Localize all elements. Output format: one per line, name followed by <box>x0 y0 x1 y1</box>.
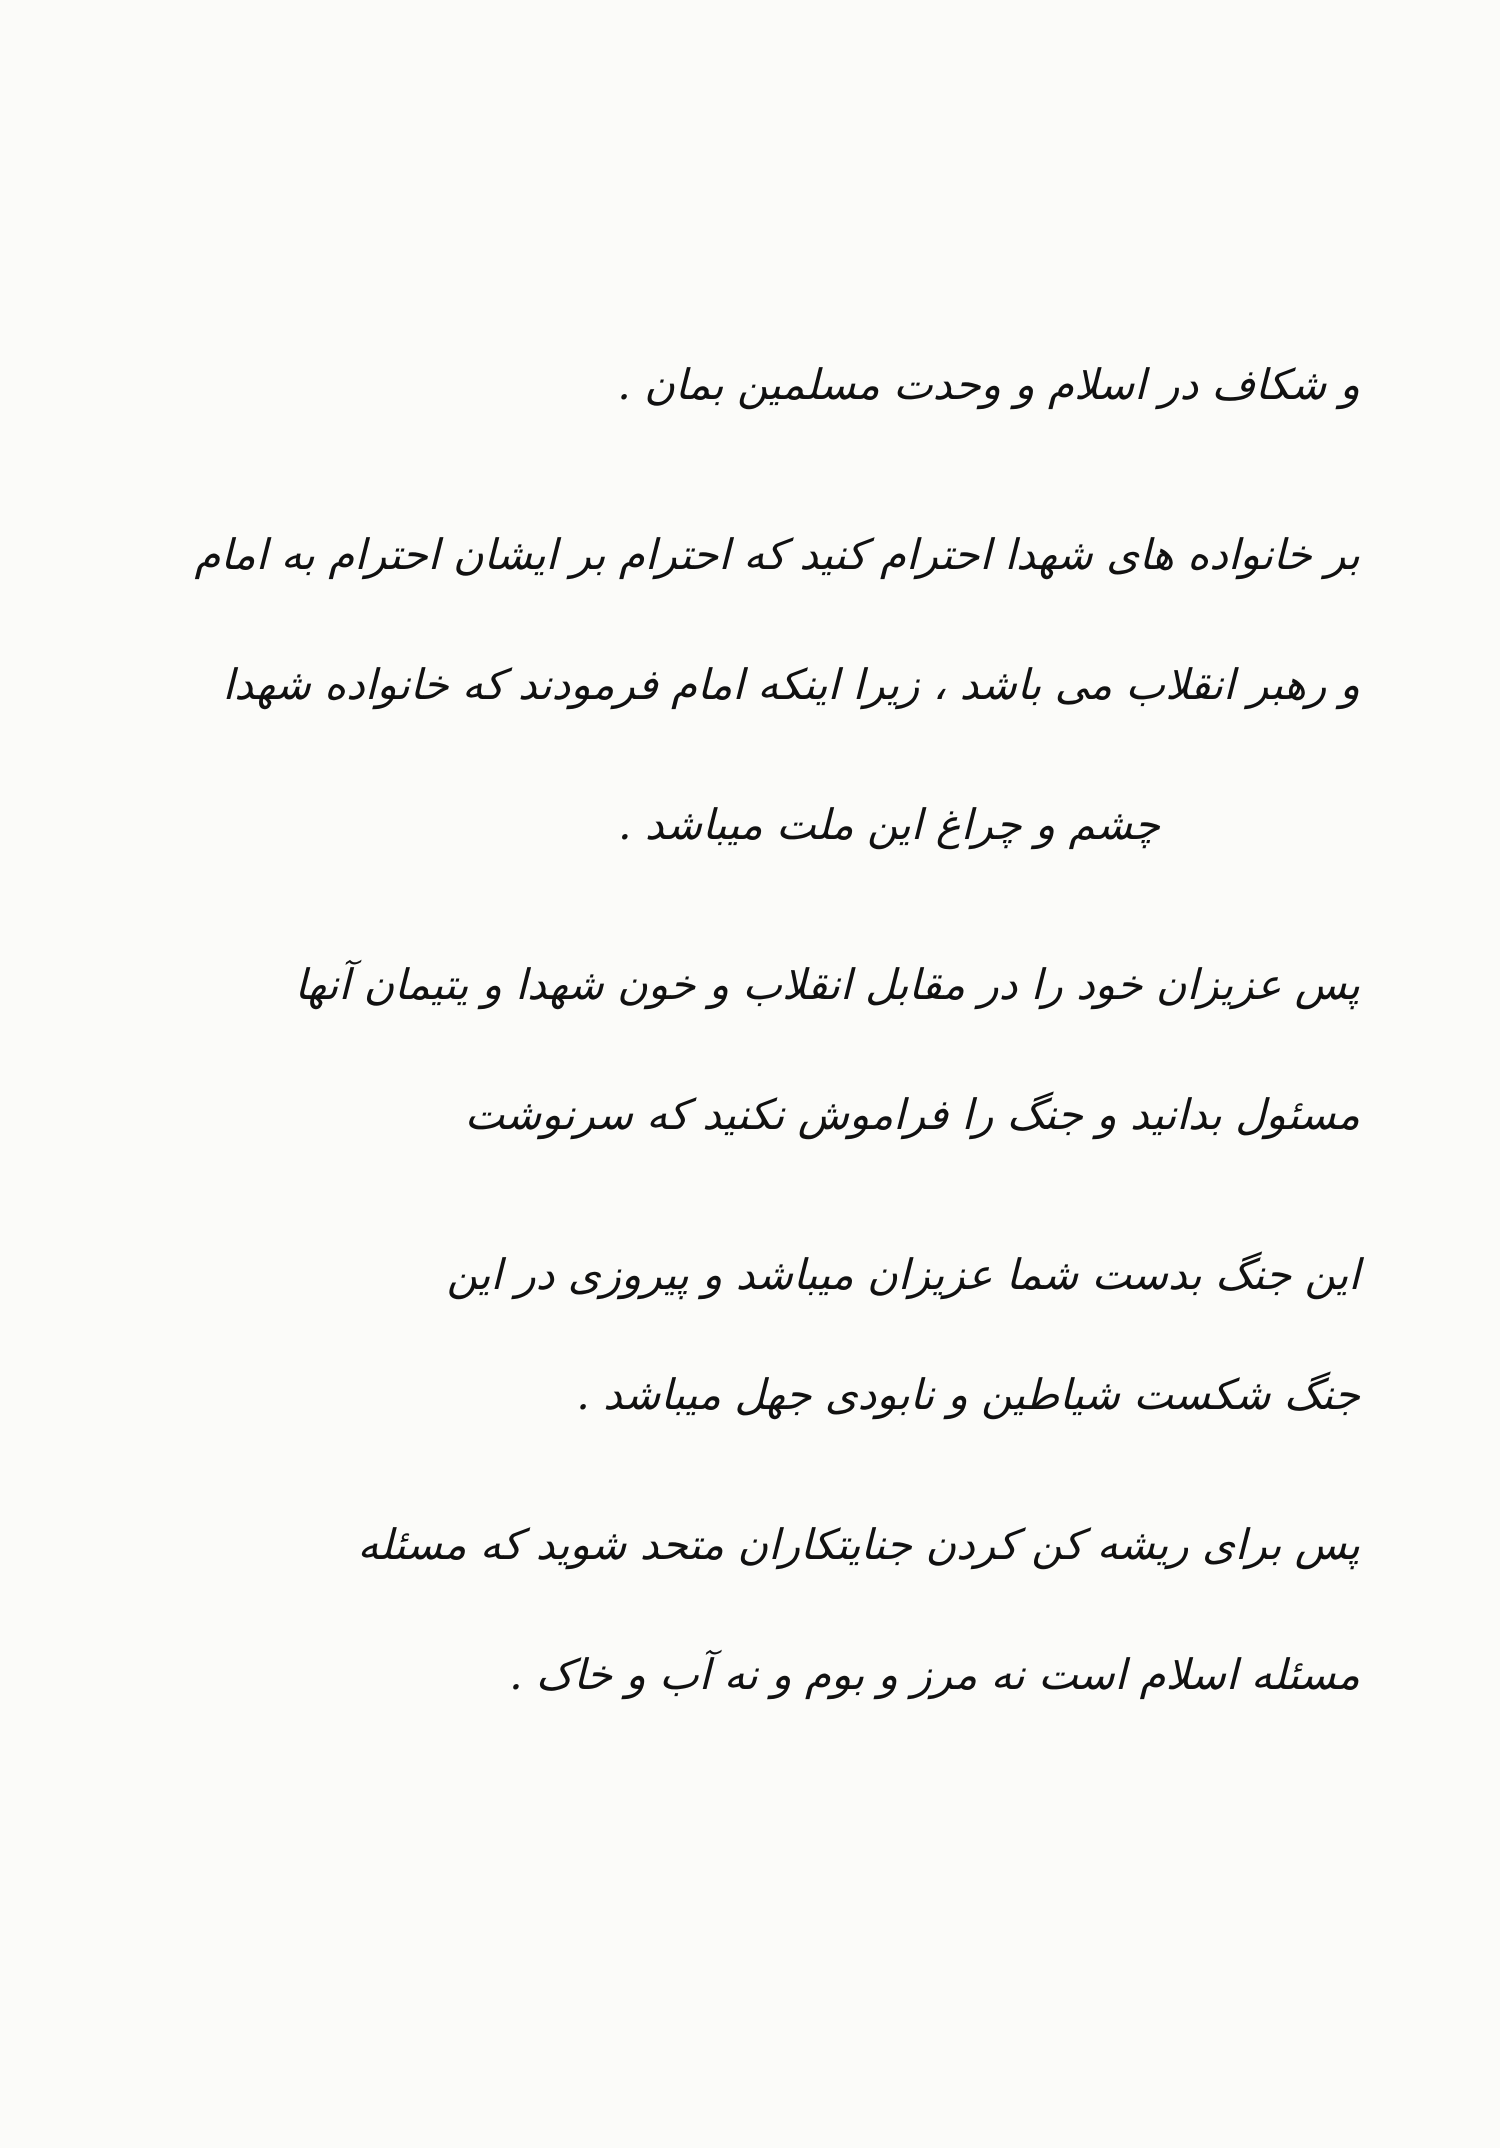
text-line-10: مسئله اسلام است نه مرز و بوم و نه آب و خاک . <box>509 1650 1360 1699</box>
text-line-7: این جنگ بدست شما عزیزان میباشد و پیروزی در این <box>446 1250 1360 1299</box>
text-line-1: و شکاف در اسلام و وحدت مسلمین بمان . <box>617 360 1360 409</box>
text-line-5: پس عزیزان خود را در مقابل انقلاب و خون شهدا و یتیمان آنها <box>294 960 1360 1009</box>
text-line-2: بر خانواده های شهدا احترام کنید که احترام بر ایشان احترام به امام <box>194 530 1360 579</box>
text-line-8: جنگ شکست شیاطین و نابودی جهل میباشد . <box>576 1370 1360 1419</box>
text-line-3: و رهبر انقلاب می باشد ، زیرا اینکه امام فرمودند که خانواده شهدا <box>222 660 1360 709</box>
text-line-9: پس برای ریشه کن کردن جنایتکاران متحد شوید که مسئله <box>357 1520 1360 1569</box>
text-line-6: مسئول بدانید و جنگ را فراموش نکنید که سرنوشت <box>464 1090 1360 1139</box>
text-line-4: چشم و چراغ این ملت میباشد . <box>618 800 1160 849</box>
